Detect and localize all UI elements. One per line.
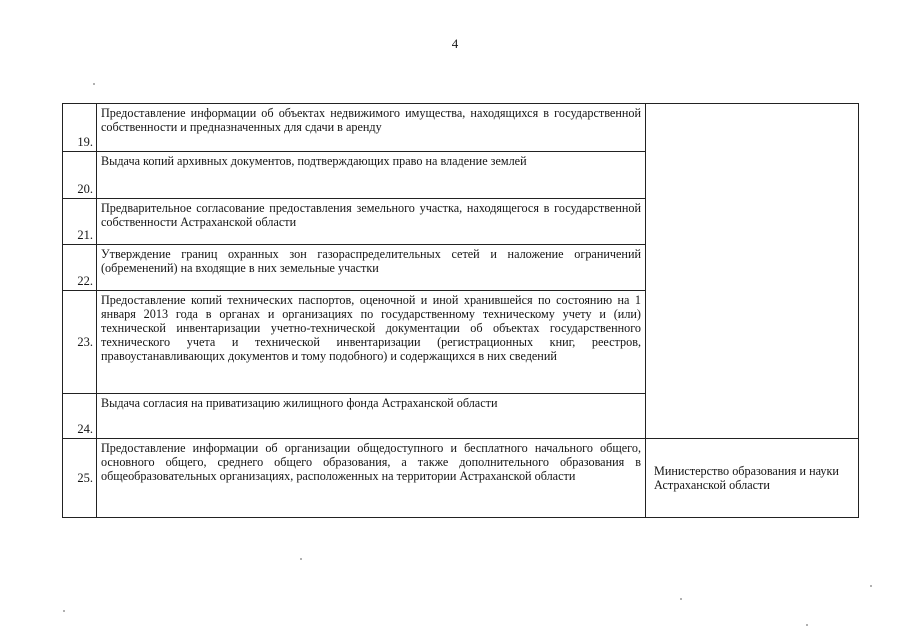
row-number: 19.: [63, 104, 97, 152]
responsible-agency: Министерство образования и науки Астраханской области: [646, 439, 859, 518]
service-description: Утверждение границ охранных зон газораспределительных сетей и наложение ограничений (обременений) на входящие в них земельные участки: [97, 245, 646, 291]
page-number: 4: [451, 36, 459, 51]
row-number: 20.: [63, 152, 97, 199]
scan-speck: [93, 83, 95, 85]
service-description: Выдача копий архивных документов, подтверждающих право на владение землей: [97, 152, 646, 199]
service-description: Предоставление копий технических паспортов, оценочной и иной хранившейся по состоянию на 1 января 2013 года в органах и организациях по государственному техническому учету и (или) технической инвентаризации учетно-технической документации об объектах государственного технического учета и технической инвентаризации (регистрационных книг, реестров, правоустанавливающих документов и тому подобного) и содержащихся в них сведений: [97, 291, 646, 394]
table-row: [63, 104, 859, 152]
scan-speck: [63, 610, 65, 612]
scan-speck: [680, 598, 682, 600]
row-number: 23.: [63, 291, 97, 394]
scan-speck: [300, 558, 302, 560]
row-number: 24.: [63, 394, 97, 439]
row-number: 22.: [63, 245, 97, 291]
scan-speck: [806, 624, 808, 626]
service-description: Предоставление информации об объектах недвижимого имущества, находящихся в государственной собственности и предназначенных для сдачи в аренду: [97, 104, 646, 152]
services-table: [62, 103, 859, 518]
scan-speck: [870, 585, 872, 587]
row-number: 21.: [63, 199, 97, 245]
agency-cell-merged: [646, 104, 859, 439]
service-description: Предварительное согласование предоставления земельного участка, находящегося в государственной собственности Астраханской области: [97, 199, 646, 245]
service-description: Выдача согласия на приватизацию жилищного фонда Астраханской области: [97, 394, 646, 439]
table-row: [63, 439, 859, 518]
service-description: Предоставление информации об организации общедоступного и бесплатного начального общего, основного общего, среднего общего образования, а также дополнительного образования в общеобразовательных организациях, расположенных на территории Астраханской области: [97, 439, 646, 518]
row-number: 25.: [63, 439, 97, 518]
